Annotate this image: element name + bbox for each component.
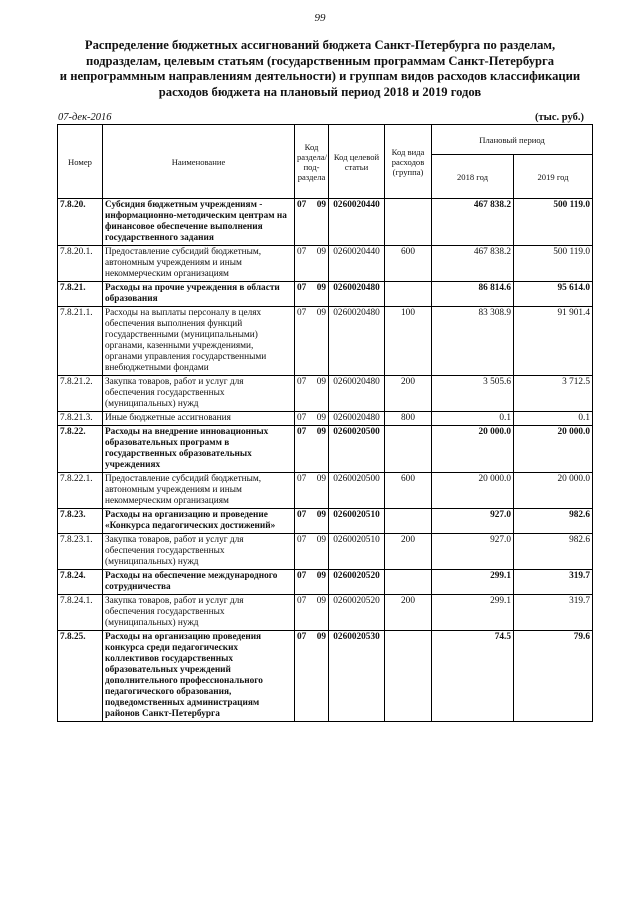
table-row bbox=[58, 570, 593, 595]
row-section-code: 07 bbox=[295, 509, 314, 534]
units-label: (тыс. руб.) bbox=[535, 112, 584, 123]
table-row bbox=[58, 307, 593, 376]
row-article-code: 0260020510 bbox=[329, 509, 385, 534]
row-amount-2019: 95 614.0 bbox=[514, 282, 593, 307]
row-amount-2019: 982.6 bbox=[514, 509, 593, 534]
header-section-code: Код раздела/ под- раздела bbox=[295, 125, 329, 199]
row-amount-2019: 20 000.0 bbox=[514, 473, 593, 509]
row-amount-2018: 3 505.6 bbox=[432, 376, 514, 412]
row-amount-2018: 467 838.2 bbox=[432, 246, 514, 282]
row-number: 7.8.21.2. bbox=[58, 376, 103, 412]
row-kind-code: 600 bbox=[385, 246, 432, 282]
row-name: Предоставление субсидий бюджетным, автономным учреждениям и иным некоммерческим организациям bbox=[103, 473, 295, 509]
row-article-code: 0260020440 bbox=[329, 246, 385, 282]
row-number: 7.8.22. bbox=[58, 426, 103, 473]
row-name: Расходы на выплаты персоналу в целях обеспечения выполнения функций государственными (муниципальными) органами, казенными учреждениями, органами управления государственными внебюджетными фондами bbox=[103, 307, 295, 376]
row-number: 7.8.24. bbox=[58, 570, 103, 595]
row-number: 7.8.25. bbox=[58, 631, 103, 722]
row-subsection-code: 09 bbox=[314, 509, 329, 534]
row-number: 7.8.21.3. bbox=[58, 412, 103, 426]
table-row bbox=[58, 631, 593, 722]
table-row bbox=[58, 595, 593, 631]
row-name: Закупка товаров, работ и услуг для обеспечения государственных (муниципальных) нужд bbox=[103, 376, 295, 412]
row-article-code: 0260020480 bbox=[329, 282, 385, 307]
budget-table bbox=[57, 124, 593, 722]
header-number: Номер bbox=[58, 125, 103, 199]
row-amount-2018: 20 000.0 bbox=[432, 473, 514, 509]
table-row bbox=[58, 282, 593, 307]
row-number: 7.8.23. bbox=[58, 509, 103, 534]
row-subsection-code: 09 bbox=[314, 246, 329, 282]
table-row bbox=[58, 426, 593, 473]
row-name: Закупка товаров, работ и услуг для обеспечения государственных (муниципальных) нужд bbox=[103, 595, 295, 631]
row-section-code: 07 bbox=[295, 376, 314, 412]
row-amount-2019: 319.7 bbox=[514, 595, 593, 631]
header-planned-period: Плановый период bbox=[432, 125, 593, 155]
row-amount-2018: 74.5 bbox=[432, 631, 514, 722]
row-amount-2018: 83 308.9 bbox=[432, 307, 514, 376]
row-section-code: 07 bbox=[295, 307, 314, 376]
row-section-code: 07 bbox=[295, 473, 314, 509]
row-number: 7.8.22.1. bbox=[58, 473, 103, 509]
row-subsection-code: 09 bbox=[314, 412, 329, 426]
title-line: расходов бюджета на плановый период 2018 и 2019 годов bbox=[158, 84, 482, 99]
row-subsection-code: 09 bbox=[314, 307, 329, 376]
row-amount-2019: 79.6 bbox=[514, 631, 593, 722]
row-kind-code bbox=[385, 509, 432, 534]
table-row bbox=[58, 509, 593, 534]
table-row bbox=[58, 246, 593, 282]
row-name: Предоставление субсидий бюджетным, автономным учреждениям и иным некоммерческим организациям bbox=[103, 246, 295, 282]
row-subsection-code: 09 bbox=[314, 534, 329, 570]
row-article-code: 0260020480 bbox=[329, 307, 385, 376]
row-kind-code: 100 bbox=[385, 307, 432, 376]
row-amount-2018: 299.1 bbox=[432, 595, 514, 631]
table-row bbox=[58, 376, 593, 412]
row-kind-code bbox=[385, 570, 432, 595]
row-subsection-code: 09 bbox=[314, 473, 329, 509]
row-kind-code bbox=[385, 631, 432, 722]
title-line: подразделам, целевым статьям (государственным программам Санкт-Петербурга bbox=[85, 53, 555, 68]
row-article-code: 0260020500 bbox=[329, 426, 385, 473]
row-kind-code: 200 bbox=[385, 534, 432, 570]
row-subsection-code: 09 bbox=[314, 376, 329, 412]
row-subsection-code: 09 bbox=[314, 595, 329, 631]
row-article-code: 0260020530 bbox=[329, 631, 385, 722]
row-name: Расходы на организацию и проведение «Конкурса педагогических достижений» bbox=[103, 509, 295, 534]
row-subsection-code: 09 bbox=[314, 199, 329, 246]
header-article-code: Код целевой статьи bbox=[329, 125, 385, 199]
header-kind-code: Код вида расходов (группа) bbox=[385, 125, 432, 199]
row-article-code: 0260020440 bbox=[329, 199, 385, 246]
row-kind-code: 200 bbox=[385, 595, 432, 631]
row-section-code: 07 bbox=[295, 246, 314, 282]
row-subsection-code: 09 bbox=[314, 631, 329, 722]
row-name: Расходы на внедрение инновационных образовательных программ в государственных образовательных учреждениях bbox=[103, 426, 295, 473]
row-amount-2019: 0.1 bbox=[514, 412, 593, 426]
row-name: Субсидия бюджетным учреждениям - информационно-методическим центрам на финансовое обеспечение выполнения государственного задания bbox=[103, 199, 295, 246]
table-body bbox=[58, 199, 593, 722]
row-amount-2019: 319.7 bbox=[514, 570, 593, 595]
row-number: 7.8.21.1. bbox=[58, 307, 103, 376]
document-title bbox=[40, 38, 600, 100]
row-amount-2019: 20 000.0 bbox=[514, 426, 593, 473]
row-amount-2019: 500 119.0 bbox=[514, 246, 593, 282]
row-article-code: 0260020480 bbox=[329, 412, 385, 426]
header-name: Наименование bbox=[103, 125, 295, 199]
row-subsection-code: 09 bbox=[314, 282, 329, 307]
title-line: Распределение бюджетных ассигнований бюджета Санкт-Петербурга по разделам, bbox=[84, 38, 556, 52]
row-section-code: 07 bbox=[295, 199, 314, 246]
row-name: Расходы на организацию проведения конкурса среди педагогических коллективов государственных образовательных учреждений дополнительного профессионального педагогического образования, подведомственных администрациям районов Санкт-Петербурга bbox=[103, 631, 295, 722]
row-amount-2018: 0.1 bbox=[432, 412, 514, 426]
row-amount-2018: 927.0 bbox=[432, 534, 514, 570]
table-row bbox=[58, 199, 593, 246]
row-subsection-code: 09 bbox=[314, 570, 329, 595]
row-amount-2018: 299.1 bbox=[432, 570, 514, 595]
row-number: 7.8.21. bbox=[58, 282, 103, 307]
row-article-code: 0260020480 bbox=[329, 376, 385, 412]
row-amount-2018: 86 814.6 bbox=[432, 282, 514, 307]
table-row bbox=[58, 473, 593, 509]
row-section-code: 07 bbox=[295, 412, 314, 426]
row-kind-code: 800 bbox=[385, 412, 432, 426]
row-kind-code: 600 bbox=[385, 473, 432, 509]
row-name: Расходы на обеспечение международного сотрудничества bbox=[103, 570, 295, 595]
row-section-code: 07 bbox=[295, 426, 314, 473]
row-section-code: 07 bbox=[295, 570, 314, 595]
header-year-2018: 2018 год bbox=[432, 155, 514, 199]
row-amount-2019: 91 901.4 bbox=[514, 307, 593, 376]
row-amount-2019: 3 712.5 bbox=[514, 376, 593, 412]
row-section-code: 07 bbox=[295, 631, 314, 722]
table-row bbox=[58, 412, 593, 426]
row-article-code: 0260020520 bbox=[329, 595, 385, 631]
row-amount-2018: 467 838.2 bbox=[432, 199, 514, 246]
row-number: 7.8.24.1. bbox=[58, 595, 103, 631]
title-line: и непрограммным направлениям деятельности) и группам видов расходов классификации bbox=[59, 69, 581, 83]
row-kind-code bbox=[385, 199, 432, 246]
row-number: 7.8.20.1. bbox=[58, 246, 103, 282]
row-kind-code bbox=[385, 426, 432, 473]
header-year-2019: 2019 год bbox=[514, 155, 593, 199]
row-section-code: 07 bbox=[295, 595, 314, 631]
row-amount-2018: 927.0 bbox=[432, 509, 514, 534]
row-article-code: 0260020510 bbox=[329, 534, 385, 570]
row-number: 7.8.23.1. bbox=[58, 534, 103, 570]
document-date: 07-дек-2016 bbox=[58, 112, 112, 123]
row-article-code: 0260020500 bbox=[329, 473, 385, 509]
row-number: 7.8.20. bbox=[58, 199, 103, 246]
table-row bbox=[58, 534, 593, 570]
row-section-code: 07 bbox=[295, 282, 314, 307]
row-article-code: 0260020520 bbox=[329, 570, 385, 595]
row-amount-2019: 500 119.0 bbox=[514, 199, 593, 246]
row-amount-2019: 982.6 bbox=[514, 534, 593, 570]
row-name: Расходы на прочие учреждения в области образования bbox=[103, 282, 295, 307]
row-kind-code bbox=[385, 282, 432, 307]
row-kind-code: 200 bbox=[385, 376, 432, 412]
row-amount-2018: 20 000.0 bbox=[432, 426, 514, 473]
row-name: Иные бюджетные ассигнования bbox=[103, 412, 295, 426]
row-section-code: 07 bbox=[295, 534, 314, 570]
row-subsection-code: 09 bbox=[314, 426, 329, 473]
row-name: Закупка товаров, работ и услуг для обеспечения государственных (муниципальных) нужд bbox=[103, 534, 295, 570]
page-number: 99 bbox=[314, 12, 326, 24]
